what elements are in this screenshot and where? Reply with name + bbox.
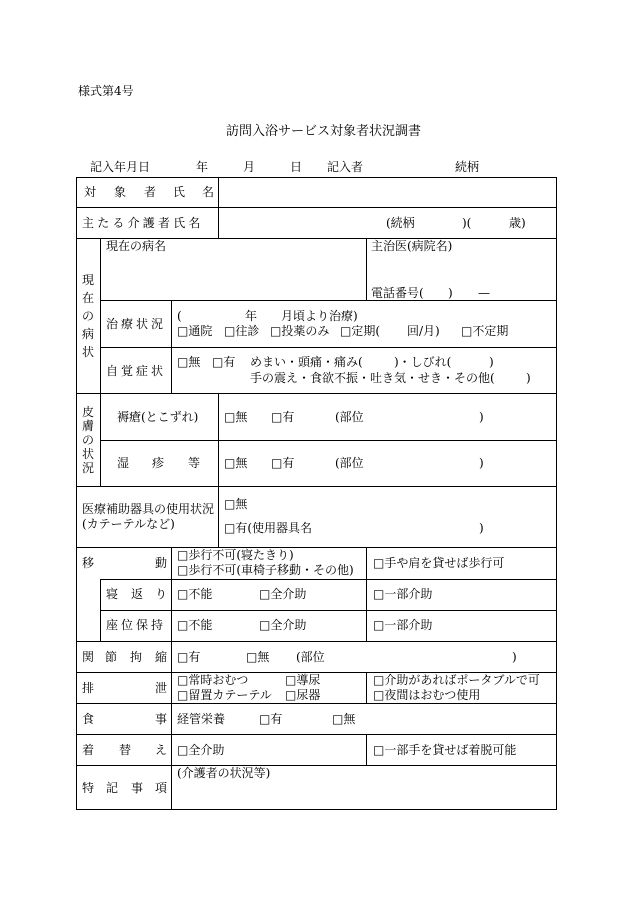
col-divider bbox=[218, 177, 219, 238]
symptoms-text: )・しびれ( bbox=[394, 355, 452, 369]
roll-full-assist: □全介助 bbox=[259, 587, 307, 601]
eczema-char: 湿 bbox=[117, 456, 130, 470]
roll-char: 寝 bbox=[106, 587, 119, 601]
sit-impossible: □不能 bbox=[177, 618, 213, 632]
table-border-bottom bbox=[76, 809, 557, 810]
row-divider bbox=[100, 300, 557, 301]
notes-char: 記 bbox=[106, 781, 119, 795]
doctor-label: 主治医(病院名) bbox=[371, 239, 453, 253]
contracture-char: 関 bbox=[82, 650, 95, 664]
notes-char: 項 bbox=[155, 781, 168, 795]
caregiver-name-label: 主たる介護者氏名 bbox=[82, 216, 204, 230]
meal-char: 事 bbox=[155, 712, 168, 726]
caregiver-age-label: 歳) bbox=[509, 216, 526, 230]
notes-hint: (介護者の状況等) bbox=[177, 766, 271, 780]
roll-char: り bbox=[155, 587, 168, 601]
pressure-sore-none: □無 bbox=[224, 410, 248, 424]
devices-label-line2: (カテーテルなど) bbox=[82, 517, 175, 531]
year-label: 年 bbox=[196, 160, 209, 174]
col-divider bbox=[100, 579, 101, 641]
phone-label: 電話番号( bbox=[371, 286, 424, 300]
eczema-char: 等 bbox=[188, 456, 201, 470]
sit-partial-assist: □一部介助 bbox=[373, 618, 433, 632]
excretion-option: □留置カテーテル bbox=[177, 688, 272, 702]
symptoms-have: □有 bbox=[212, 355, 236, 369]
treatment-option: □往診 bbox=[224, 324, 260, 338]
devices-have: □有(使用器具名 bbox=[224, 521, 313, 535]
contracture-char: 拘 bbox=[130, 650, 143, 664]
col-divider bbox=[366, 734, 367, 765]
dressing-char: え bbox=[155, 743, 168, 757]
treatment-month: 月頃より治療) bbox=[281, 309, 358, 323]
meal-char: 食 bbox=[82, 712, 95, 726]
movement-char: 動 bbox=[155, 556, 168, 570]
phone-dash: — bbox=[478, 286, 490, 300]
eczema-char: 疹 bbox=[152, 456, 165, 470]
devices-close: ) bbox=[479, 521, 484, 535]
dressing-char: 替 bbox=[119, 743, 132, 757]
skin-side-char: 況 bbox=[82, 461, 95, 475]
subject-name-char: 氏 bbox=[173, 185, 186, 199]
subject-name-char: 名 bbox=[202, 185, 215, 199]
eczema-none: □無 bbox=[224, 456, 248, 470]
form-title: 訪問入浴サービス対象者状況調書 bbox=[226, 124, 422, 139]
writer-label: 記入者 bbox=[327, 160, 364, 174]
treatment-open: ( bbox=[177, 309, 182, 323]
movement-option: □手や肩を貸せば歩行可 bbox=[373, 556, 505, 570]
table-border-top bbox=[76, 177, 557, 178]
excretion-option: □夜間はおむつ使用 bbox=[373, 688, 481, 702]
form-number: 様式第4号 bbox=[78, 84, 134, 98]
caregiver-age-open: )( bbox=[462, 216, 472, 230]
roll-partial-assist: □一部介助 bbox=[373, 587, 433, 601]
row-divider bbox=[100, 610, 557, 611]
treatment-option: □不定期 bbox=[461, 324, 509, 338]
day-label: 日 bbox=[290, 160, 303, 174]
contracture-char: 縮 bbox=[155, 650, 168, 664]
col-divider bbox=[218, 393, 219, 547]
row-divider bbox=[76, 207, 557, 208]
notes-char: 特 bbox=[82, 781, 95, 795]
eczema-site-close: ) bbox=[479, 456, 484, 470]
caregiver-relation-label: (続柄 bbox=[386, 216, 415, 230]
meal-none: □無 bbox=[332, 712, 356, 726]
relation-label: 続柄 bbox=[455, 160, 480, 174]
contracture-site: (部位 bbox=[296, 650, 325, 664]
treatment-option: □通院 bbox=[177, 324, 213, 338]
contracture-site-close: ) bbox=[512, 650, 517, 664]
pressure-sore-site-close: ) bbox=[479, 410, 484, 424]
notes-char: 事 bbox=[131, 781, 144, 795]
current-side-char: の bbox=[82, 309, 95, 323]
row-divider bbox=[100, 347, 557, 348]
tube-feeding-label: 経管栄養 bbox=[177, 712, 226, 726]
month-label: 月 bbox=[243, 160, 256, 174]
col-divider bbox=[100, 238, 101, 393]
excretion-option: □介助があればポータブルで可 bbox=[373, 673, 540, 687]
treatment-option: 回/月) bbox=[407, 324, 440, 338]
current-side-char: 現 bbox=[82, 273, 95, 287]
date-label: 記入年月日 bbox=[90, 160, 151, 174]
sit-full-assist: □全介助 bbox=[259, 618, 307, 632]
eczema-site: (部位 bbox=[335, 456, 364, 470]
excretion-char: 泄 bbox=[155, 681, 168, 695]
symptoms-text: ) bbox=[489, 355, 494, 369]
roll-impossible: □不能 bbox=[177, 587, 213, 601]
row-divider bbox=[100, 579, 557, 580]
symptoms-text: めまい・頭痛・痛み( bbox=[250, 355, 363, 369]
symptoms-line2-close: ) bbox=[526, 371, 531, 385]
contracture-have: □有 bbox=[177, 650, 201, 664]
current-side-char: 状 bbox=[82, 345, 95, 359]
subject-name-char: 象 bbox=[114, 185, 127, 199]
subject-name-char: 対 bbox=[84, 185, 97, 199]
pressure-sore-site: (部位 bbox=[335, 410, 364, 424]
row-divider bbox=[76, 641, 557, 642]
subject-name-char: 者 bbox=[144, 185, 157, 199]
table-border-right bbox=[556, 177, 557, 810]
excretion-char: 排 bbox=[82, 681, 95, 695]
pressure-sore-label: 褥瘡(とこずれ) bbox=[117, 410, 199, 424]
phone-close: ) bbox=[448, 286, 453, 300]
movement-option: □歩行不可(寝たきり) bbox=[177, 548, 294, 562]
excretion-option: □尿器 bbox=[285, 688, 321, 702]
dressing-option: □全介助 bbox=[177, 743, 225, 757]
treatment-option: □定期( bbox=[340, 324, 381, 338]
col-divider bbox=[366, 672, 367, 703]
skin-side-char: 膚 bbox=[82, 419, 95, 433]
sit-label: 座位保持 bbox=[106, 618, 167, 632]
row-divider bbox=[76, 703, 557, 704]
current-side-char: 病 bbox=[82, 327, 95, 341]
col-divider bbox=[171, 300, 172, 393]
excretion-option: □導尿 bbox=[285, 673, 321, 687]
symptoms-none: □無 bbox=[177, 355, 201, 369]
treatment-label: 治療状況 bbox=[106, 317, 167, 331]
contracture-char: 節 bbox=[105, 650, 118, 664]
col-divider bbox=[100, 393, 101, 486]
devices-label-line1: 医療補助器具の使用状況 bbox=[82, 502, 215, 516]
skin-side-char: の bbox=[82, 433, 95, 447]
row-divider bbox=[76, 765, 557, 766]
dressing-char: 着 bbox=[82, 743, 95, 757]
col-divider bbox=[366, 238, 367, 300]
current-side-char: 在 bbox=[82, 291, 95, 305]
row-divider bbox=[76, 486, 557, 487]
meal-have: □有 bbox=[259, 712, 283, 726]
treatment-option: □投薬のみ bbox=[270, 324, 330, 338]
dressing-option: □一部手を貸せば着脱可能 bbox=[373, 743, 517, 757]
symptoms-label: 自覚症状 bbox=[106, 364, 167, 378]
contracture-none: □無 bbox=[246, 650, 270, 664]
col-divider bbox=[366, 547, 367, 641]
symptoms-line2: 手の震え・食欲不振・吐き気・せき・その他( bbox=[250, 371, 495, 385]
excretion-option: □常時おむつ bbox=[177, 673, 249, 687]
skin-side-char: 皮 bbox=[82, 405, 95, 419]
movement-option: □歩行不可(車椅子移動・その他) bbox=[177, 563, 354, 577]
col-divider bbox=[171, 547, 172, 809]
row-divider bbox=[76, 547, 557, 548]
treatment-year: 年 bbox=[245, 309, 258, 323]
roll-char: 返 bbox=[131, 587, 144, 601]
eczema-have: □有 bbox=[271, 456, 295, 470]
row-divider bbox=[76, 734, 557, 735]
devices-none: □無 bbox=[224, 497, 248, 511]
disease-label: 現在の病名 bbox=[106, 239, 167, 253]
table-border-left bbox=[76, 177, 77, 810]
row-divider bbox=[76, 393, 557, 394]
pressure-sore-have: □有 bbox=[271, 410, 295, 424]
movement-char: 移 bbox=[82, 556, 95, 570]
row-divider bbox=[100, 440, 557, 441]
skin-side-char: 状 bbox=[82, 447, 95, 461]
